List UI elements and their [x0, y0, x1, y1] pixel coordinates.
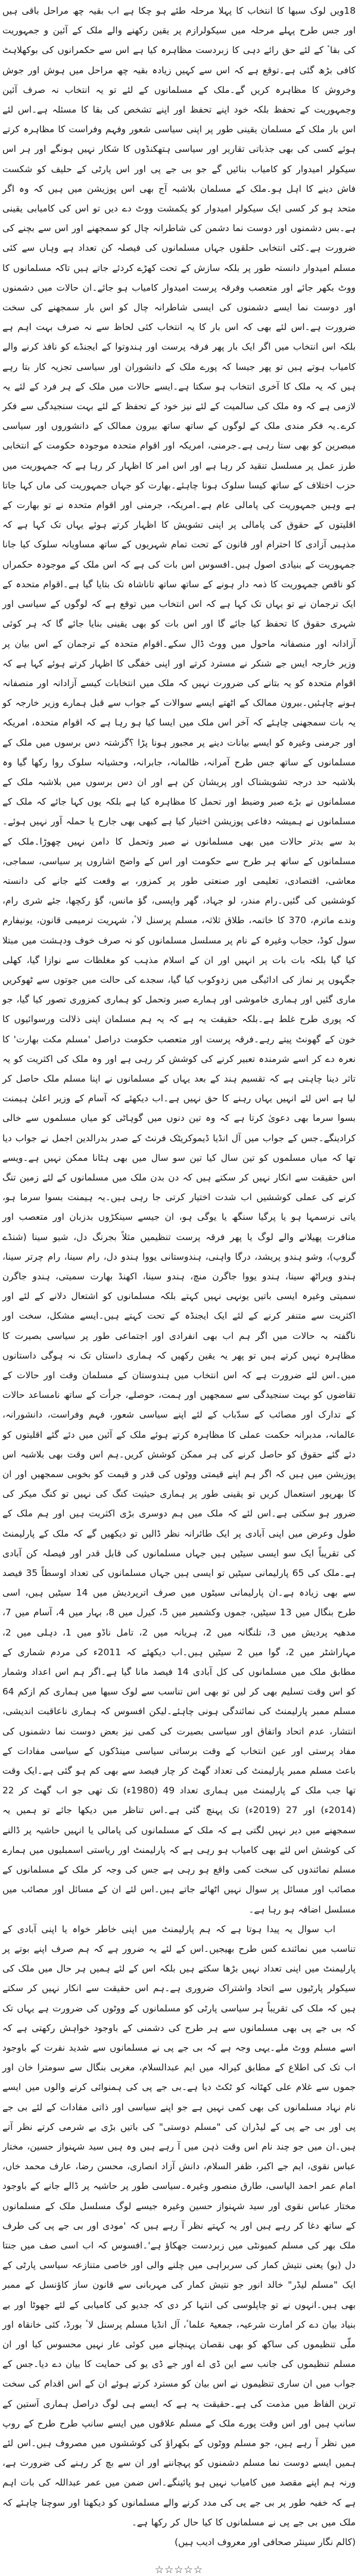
star-separator-icons: ☆☆☆☆☆: [154, 2564, 204, 2576]
section-separator: [0, 2564, 358, 2576]
author-attribution: (کالم نگار سینئر صحافی اور معروف ادیب ہیں): [175, 2537, 356, 2547]
article-paragraph-1: 18ویں لوک سبھا کا انتخاب کا پہلا مرحلہ طئے ہو چکا ہے اب بقیہ چھ مراحل باقی ہیں اور جس طرح پہلے مرحلہ میں سیکولرازم پر یقین رکھنے والے ملک کے آئین و جمہوریت کی بقاٴ کے لئے حق رائے دہی کا زبردست مظاہرہ کیا ہے اس سے حکمرانوں کی بوکھلاہٹ کافی بڑھ گئی ہے۔توقع ہے کہ اس سے کہیں زیادہ بقیہ چھ مراحل میں ہوش اور جوش وخروش کا مظاہرہ کریں گے۔ملک کے مسلمانوں کے لئے تو یہ انتخاب نہ صرف آئین وجمہوریت کے تحفظ بلکہ خود اپنے تحفظ اور اپنے تشخص کی بقا کا مسئلہ ہے۔اس لئے اس بار ملک کے مسلمان یقینی طور پر اپنی سیاسی شعور وفہم وفراست کا مظاہرہ کرتے ہوئے کسی کی بھی جذباتی تقاریر اور سیاسی ہتھکنڈوں کا شکار نہیں ہونگے اور ہر اس سیکولر امیدوار کو کامیاب بنائیں گے جو بی جے پی اور اس پارٹی کے حلیف کو شکست فاش دینے کا اہل ہو۔ملک کے مسلمان بلاشبہ آج بھی اس پوزیشن میں ہیں کہ وہ اگر متحد ہو کر کسی ایک سیکولر امیدوار کو یکمشت ووٹ دے دیں تو اس کی کامیابی یقینی ہے۔بس دشمنوں اور دوست نما دشمن کی شاطرانہ چال کو سمجھنے اور اس سے بچنے کی ضرورت ہے۔کئی انتخابی حلقوں جہاں مسلمانوں کی فیصلہ کن تعداد ہے وہاں سے کئی مسلم امیدوار دانستہ طور پر بلکہ سازش کے تحت کھڑے کردئے جاتے ہیں تاکہ مسلمانوں کا ووٹ بکھر جائے اور متعصب وفرقہ پرست امیدوار کامیاب ہو جائے۔ان حالات میں دشمنوں اور دوست نما ایسے دشمنوں کی ایسی شاطرانہ چال کو اس بار سمجھنے کی سخت ضرورت ہے۔اس لئے بھی کہ اس بار کا یہ انتخاب کئی لحاظ سے نہ صرف بہت اہم ہے بلکہ اس انتخاب میں اگر ایک بار پھر فرقہ پرست اور ہندوتوا کے ایجنڈے کو نافذ کرنے والے کامیاب ہوتے ہیں تو پھر جیسا کہ پورے ملک کے دانشوران اور سیاسی تجزیہ کار بتا رہے ہیں کہ یہ ملک کا آخری انتخاب ہو سکتا ہے۔ایسے حالات میں ملک کے ہر فرد کے لئے یہ لازمی ہے کہ وہ ملک کی سالمیت کے لئے نیز خود کے تحفظ کے لئے بہت سنجیدگی سے فکر کرے۔یہ فکر مندی ملک کے لوگوں کے ساتھ ساتھ بیرون ممالک کے دانشوروں اور سیاسی مبصرین کو بھی ستا رہی ہے۔جرمنی، امریکہ اور اقوام متحدہ موجودہ حکومت کے انتخابی طرز عمل پر مسلسل تنقید کر رہا ہے اور اس امر کا اظہار کر رہا ہے کہ جمہوریت میں حزب اختلاف کے ساتھ کیسا سلوک ہونا چاہئے۔بھارت کو جہاں جمہوریت کی ماں کہا جاتا ہے وہیں جمہوریت کی پامالی عام ہے۔امریکہ، جرمنی اور اقوام متحدہ نے تو بھارت کے اقلیتوں کے حقوق کی پامالی پر اپنی تشویش کا اظہار کرتے ہوئے یہاں تک کہا ہے کہ مذہبی آزادی کا احترام اور قانون کے تحت تمام شہریوں کے ساتھ مساویانہ سلوک کیا جانا جمہوریت کے بنیادی اصول ہیں۔افسوس اس بات کی ہے کہ اس ملک کے موجودہ حکمراں کو ناقص جمہوریت کا ذمہ دار ہونے کے ساتھ ساتھ تاناشاہ تک بتایا گیا ہے۔اقوام متحدہ کے ایک ترجمان نے تو یہاں تک کہا ہے کہ اس انتخاب میں توقع ہے کہ لوگوں کے سیاسی اور شہری حقوق کا تحفظ کیا جائے گا اور اس بات کو بھی یقینی بنایا جائے گا کہ ہر کوئی آزادانہ اور منصفانہ ماحول میں ووٹ ڈال سکے۔اقوام متحدہ کے ترجمان کے اس بیان پر وزیر خارجہ ایس جے شنکر نے مسترد کرتے اور اپنی خفگی کا اظہار کرتے ہوئے کہا ہے کہ اقوام متحدہ کو یہ بتانے کی ضرورت نہیں کہ ملک میں انتخابات کیسے آزادانہ اور منصفانہ ہونے چاہئیں۔بیرون ممالک کے اٹھتے ایسے سوالات کے جواب سے قبل ہمارے وزیر خارجہ کو یہ بات سمجھنی چاہئے کہ آخر اس ملک میں ایسا کیا ہو رہا ہے کہ اقوام متحدہ، امریکہ اور جرمنی وغیرہ کو ایسے بیانات دینے پر مجبور ہونا پڑا ؟گزشتہ دس برسوں میں ملک کے مسلمانوں کے ساتھ جس طرح آمرانہ، ظالمانہ، جابرانہ، وحشیانہ سلوک روا رکھا گیا وہ بلاشبہ حد درجہ تشویشناک اور پریشان کن ہے اور ان دس برسوں میں بلاشبہ ملک کے مسلمانوں نے بڑے صبر وضبط اور تحمل کا مظاہرہ کیا ہے بلکہ یوں کہا جائے کہ ملک کے مسلمانوں نے ہمیشہ دفاعی پوزیشن اختیار کیا ہے کبھی بھی جارح یا حملہ آور نہیں ہوئے۔بد سے بدتر حالات میں بھی مسلمانوں نے صبر وتحمل کا دامن نہیں چھوڑا۔ملک کے مسلمانوں کے ساتھ ہر طرح سے حکومت اور اس کے واضح اشاروں پر سیاسی، سماجی، معاشی، اقتصادی، تعلیمی اور صنعتی طور پر کمزور، بے وقعت کئے جانے کی دانستہ کوششیں کی گئیں۔رام مندر، لو جہاد، گھر واپسی، گؤ مانس، گؤ رکچھا، جئے شری رام، وندے ماترم، 370 کا خاتمہ، طلاق ثلاثہ، مسلم پرسنل لاٴ، شہریت ترمیمی قانون، یونیفارم سول کوڈ، حجاب وغیرہ کے نام پر مسلسل مسلمانوں کو نہ صرف خوف ودہشت میں مبتلا کیا گیا بلکہ بات بات پر انہیں اور ان کے اسلام مذہب کو مغلظات سے نوازا گیا، کھلی جگہوں پر نماز کی ادائیگی میں زدوکوب کیا گیا، سجدے کی حالت میں جوتوں سے ٹھوکریں ماری گئیں اور ہماری خاموشی اور ہمارے صبر وتحمل کو ہماری کمزوری تصور کیا گیا، جو کہ پوری طرح غلط ہے۔بلکہ حقیقت یہ ہے کہ یہ ہم مسلمان اپنی ذلالت ورسوائیوں کا خون کے گھونٹ پیتے رہے۔فرقہ پرست اور متعصب حکومت دراصل 'مسلم مکت بھارت' کا نعرہ دے کر اسے شرمندہ تعبیر کرنے کی کوشش کر رہی ہے اور وہ ملک کی اکثریت کو یہ تاثر دینا چاہتی ہے کہ تقسیم ہند کے بعد یہاں کے مسلمانوں نے اپنا مسلم ملک حاصل کر لیا ہے اس لئے انہیں یہاں رہنے کا حق نہیں ہے۔اب دیکھئے کہ آسام کے وزیر اعلیٰ ہیمنت بسوا سرما بھی دعویٰ کرتا ہے کہ وہ تین دنوں میں گوہاٹی کو میاں مسلموں سے خالی کرادینگے۔جس کے جواب میں آل انڈیا ڈیموکریٹک فرنٹ کے صدر بدرالدین اجمل نے جواب دیا تھا کہ میاں مسلموں کو تین سال کیا تین سو سال میں بھی ہٹانا ممکن نہیں ہے۔ویسے اس حقیقت سے انکار نہیں کر سکتے ہیں کہ دن بدن ملک میں مسلمانوں کے لئے زمین تنگ کرنے کی عملی کوششیں اب شدت اختیار کرتی جا رہی ہیں۔یہ ہیمنت بسوا سرما ہو، یاتی نرسمہا ہو یا پرگیا سنگھ یا یوگی ہو، ان جیسے سینکڑوں بدزبان اور متعصب اور منافرت پھیلانے والے لوگ یا پھر فرقہ پرست تنظیمیں مثلاً بجرنگ دل، شیو سینا (شنڈے گروپ)، وشو ہندو پریشد، درگا واہنی، ہندوستانی یووا ہندو دل، رام سینا، رام چرتر سینا، ہندو ویراٹھ سینا، ہندو یووا جاگرن منچ، ہندو سینا، اکھنڈ بھارت سمیتی، ہندو جاگرن سمیتی وغیرہ ایسی باتیں یونہی نہیں کہتے بلکہ مسلمانوں کو اشتعال دلانے کے لئے اور اکثریت سے متنفر کرنے کے لئے ایک ایجنڈہ کے تحت کہتے ہیں۔ایسے مشکل، سخت اور ناگفتہ بہ حالات میں اگر ہم اب بھی انفرادی اور اجتماعی طور پر سیاسی بصیرت کا مظاہرہ نہیں کرتے ہیں تو پھر یہ یقین رکھیں کہ ہماری داستاں تک نہ ہوگی داستانوں میں۔اس لئے ضرورت ہے کہ اس انتخاب میں ہندوستان کے مسلمان وقت اور حالات کے تقاضوں کو بہت سنجیدگی سے سمجھیں اور ہمت، حوصلے، جرأت کے ساتھ نامساعد حالات کے تدارک اور مصائب کے سدّباب کے لئے اپنے سیاسی شعور، فہم وفراست، دانشورانہ، عالمانہ، مدبرانہ حکمت عملی کا مظاہرہ کرتے ہوئے ملک کے آئین میں دئے گئے اقلیتوں کو دئے گئے حقوق کو حاصل کرنے کی ہر ممکن کوشش کریں۔ہم اس وقت بھی بلاشبہ اس پوزیشن میں ہیں کہ اگر ہم اپنے قیمتی ووٹوں کی قدر و قیمت کو بخوبی سمجھیں اور ان کا بھرپور استعمال کریں تو یقینی طور پر ہماری حیثیت کنگ کی نہیں تو کنگ میکر کی ضرور ہو سکتی ہے۔اس لئے کہ ملک میں ہم دوسری بڑی اکثریت ہیں اور ہم ملک کے طول وعرض میں اپنی آبادی پر ایک طائرانہ نظر ڈالیں تو دیکھیں گے کہ ملک کے پارلیمنٹ کی تقریباً ایک سو ایسی سیٹیں ہیں جہاں مسلمانوں کی قابل قدر اور فیصلہ کن آبادی ہے۔ملک کی 65 پارلیمانی سیٹیں تو ایسی ہیں جہاں مسلمانوں کی تعداد اوسطاً 35 فیصد سے بھی زیادہ ہے۔ان پارلیمانی سیٹوں میں صرف اترپردیش میں 14 سیٹیں ہیں، اسی طرح بنگال میں 13 سیٹیں، جموں وکشمیر میں 5، کیرل میں 8، بہار میں 4، آسام میں 7، مدھیہ پردیش میں 3، تلنگانہ میں 2، ہریانہ میں 2، تامل ناڈو میں 1، دہلی میں 2، مہاراشٹر میں 2، گوا میں 2 سیٹیں ہیں۔اب دیکھئے کہ 2011ء کی مردم شماری کے مطابق ملک میں مسلمانوں کی کل آبادی 14 فیصد مانا گیا ہے۔اگر ہم اس اعداد وشمار کو اس وقت تسلیم بھی کر لیں تو بھی اس تناسب سے لوک سبھا میں ہماری کم ازکم 64 مسلم ممبر پارلیمنٹ کی نمائندگی ہونی چاہئے۔لیکن افسوس کہ ہماری ناعاقبت اندیشی، انتشار، عدم اتحاد واتفاق اور سیاسی بصیرت کی کمی نیز بعض دوست نما دشمنوں کی مفاد پرستی اور عین انتخاب کے وقت برساتی سیاسی مینڈکوں کے سیاسی مفادات کے باعث مسلم ممبر پارلیمنٹ کی تعداد گھٹ کر چار فیصد سے بھی کم ہو گئی ہے۔ایک وقت تھا جب ملک کے پارلیمنٹ میں ہماری تعداد 49 (1980ء) تک تھی جو اب گھٹ کر 22 (2014ء) اور 27 (2019ء) تک پہنچ گئی ہے۔اس تناظر میں دیکھا جائے تو ہمیں یہ سمجھنے میں دیر نہیں لگتی ہے کہ ملک کے مسلمانوں کی پامالی یا انہیں حاشیہ پر ڈالنے کی کوشش اس لئے بھی کامیاب ہو رہی ہے کہ پارلیمنٹ اور ریاستی اسمبلیوں میں ہمارے مسلم نمائندوں کی سخت کمی واقع ہو رہی ہے جس کی وجہ کر ملک کے مسلمانوں کے مصائب اور مسائل پر سوال نہیں اٹھائے جاتے ہیں۔اس لئے ان کے مسائل اور مصائب میں مسلسل اضافہ ہو رہا ہے۔: [2, 5, 356, 1915]
article-paragraph-2: اب سوال یہ پیدا ہوتا ہے کہ ہم پارلیمنٹ میں اپنی خاطر خواہ یا اپنی آبادی کے تناسب میں نمائندے کس طرح بھیجیں۔اس کے لئے یہ ضرور ہے کہ ہم صرف اپنے بوتے پر پارلیمنٹ میں اپنی تعداد نہیں بڑھا سکتے ہیں بلکہ اس کے لئے ہمیں ہر حال میں ملک کی سیکولر پارٹیوں سے اتحاد واشتراک ضروری ہے۔ہم اس حقیقت سے انکار نہیں کر سکتے ہیں کہ ملک کی تقریباً ہر سیاسی پارٹی کو مسلمانوں کے ووٹوں کی ضرورت ہے یہاں تک کہ بی جے پی بھی مسلمانوں سے ہر طرح کی دشمنی کے باوجود خواہش رکھتی ہے کہ اسے مسلم ووٹ ملے۔یہی وجہ ہے کہ بی جے پی نے مسلمانوں سے شدید نفرت کے باوجود اب تک کی اطلاع کے مطابق کیرالہ میں ایم عبدالسلام، مغربی بنگال سے سومترا خان اور جموں سے غلام علی کھٹانہ کو ٹکٹ دیا ہے۔بی جے پی کی ہمنوائی کرنے والوں میں ایسے نام نہاد مسلمانوں کی بھی کمی نہیں ہے جو اپنے سیاسی اور ذاتی مفادات کے لئے بی جے پی اور بی جے پی کے لیڈران کی "مسلم دوستی" کی باتیں بڑی بے شرمی کرتے نظر آتے ہیں۔ان میں جو چند نام اس وقت ذہن میں آ رہے ہیں وہ ہیں سید شہنواز حسین، مختار عباس نقوی، ایم جے اکبر، ظفر السلام، دانش آزاد انصاری، محسن رضا، عارف محمد خاں، امام عمر احمد الیاسی، طارق منصور وغیرہ۔سیاسی طور پر حاشیہ پر ڈالے جانے کے باوجود مختار عباس نقوی اور سید شہنواز حسین وغیرہ جیسے لوگ مسلسل ملک کے مسلمانوں کے ساتھ دغا کر رہے ہیں اور یہ کہتے نظر آ رہے ہیں کہ 'مودی اور بی جے پی کی طرف ملک بھر کی مسلم کمیونٹی میں زبردست جھکاؤ ہے'۔افسوس کہ اب اسی صف میں جنتا دل (یو) یعنی نتیش کمار کی سربراہی میں چلنے والی اور خاصی متنازعہ سیاسی پارٹی کے ایک "مسلم لیڈر" خالد انور جو نتیش کمار کی مہربانی سے قانون ساز کاؤنسل کے ممبر بھی ہیں۔انہوں نے تو چاپلوسی کی انتہا کر دی کہ جدیو کی کامیابی کے لئے جھوٹا اور بے بنیاد بیان دے کر امارت شرعیہ، جمعیۃ علماٴ، آل انڈیا مسلم پرسنل لاٴ بورڈ، کئی خانقاہ اور ملّی تنظیموں کی ساکھ کو بھی نقصان پہنچانے میں کوئی عار نہیں محسوس کیا اور ان مسلم تنظیموں کی جانب سے این ڈی اے اور جے ڈی یو کی حمایت کا بیان دے دیا۔جس کے جواب میں ان ساری تنظیموں نے اس بیان کو مسترد کرتے ہوئے ان کے اس اقدام کی سخت ترین الفاظ میں مذمت کی ہے۔حقیقت یہ ہے کہ ایسے ہی لوگ دراصل ہماری آستین کے سانپ ہیں اور اس وقت پورے ملک کے مسلم علاقوں میں ایسے سانپ طرح طرح کے روپ میں نظر آ رہے ہیں، جو مسلم ووٹوں کے بکھراؤ کی کوششوں میں مصروف ہیں۔اس لئے ہمیں ایسے دوست نما مسلم دشمنوں کو پہچاننے اور ان سے بچ کر رہنے کی ضرورت ہے، ورنہ ہم اپنے مقصد میں کامیاب نہیں ہو پائینگے۔اس ضمن میں عمر عبداللہ کی بات اہم ہے کہ خفیہ طور پر بی جے پی کی مدد کرنے والے مسلمانوں کو دیکھنا اور سوچنا چاہئے کہ ملک میں بی جے پی نے مسلمانوں کا کیا حال کر رکھا ہے۔: [2, 1923, 356, 2528]
